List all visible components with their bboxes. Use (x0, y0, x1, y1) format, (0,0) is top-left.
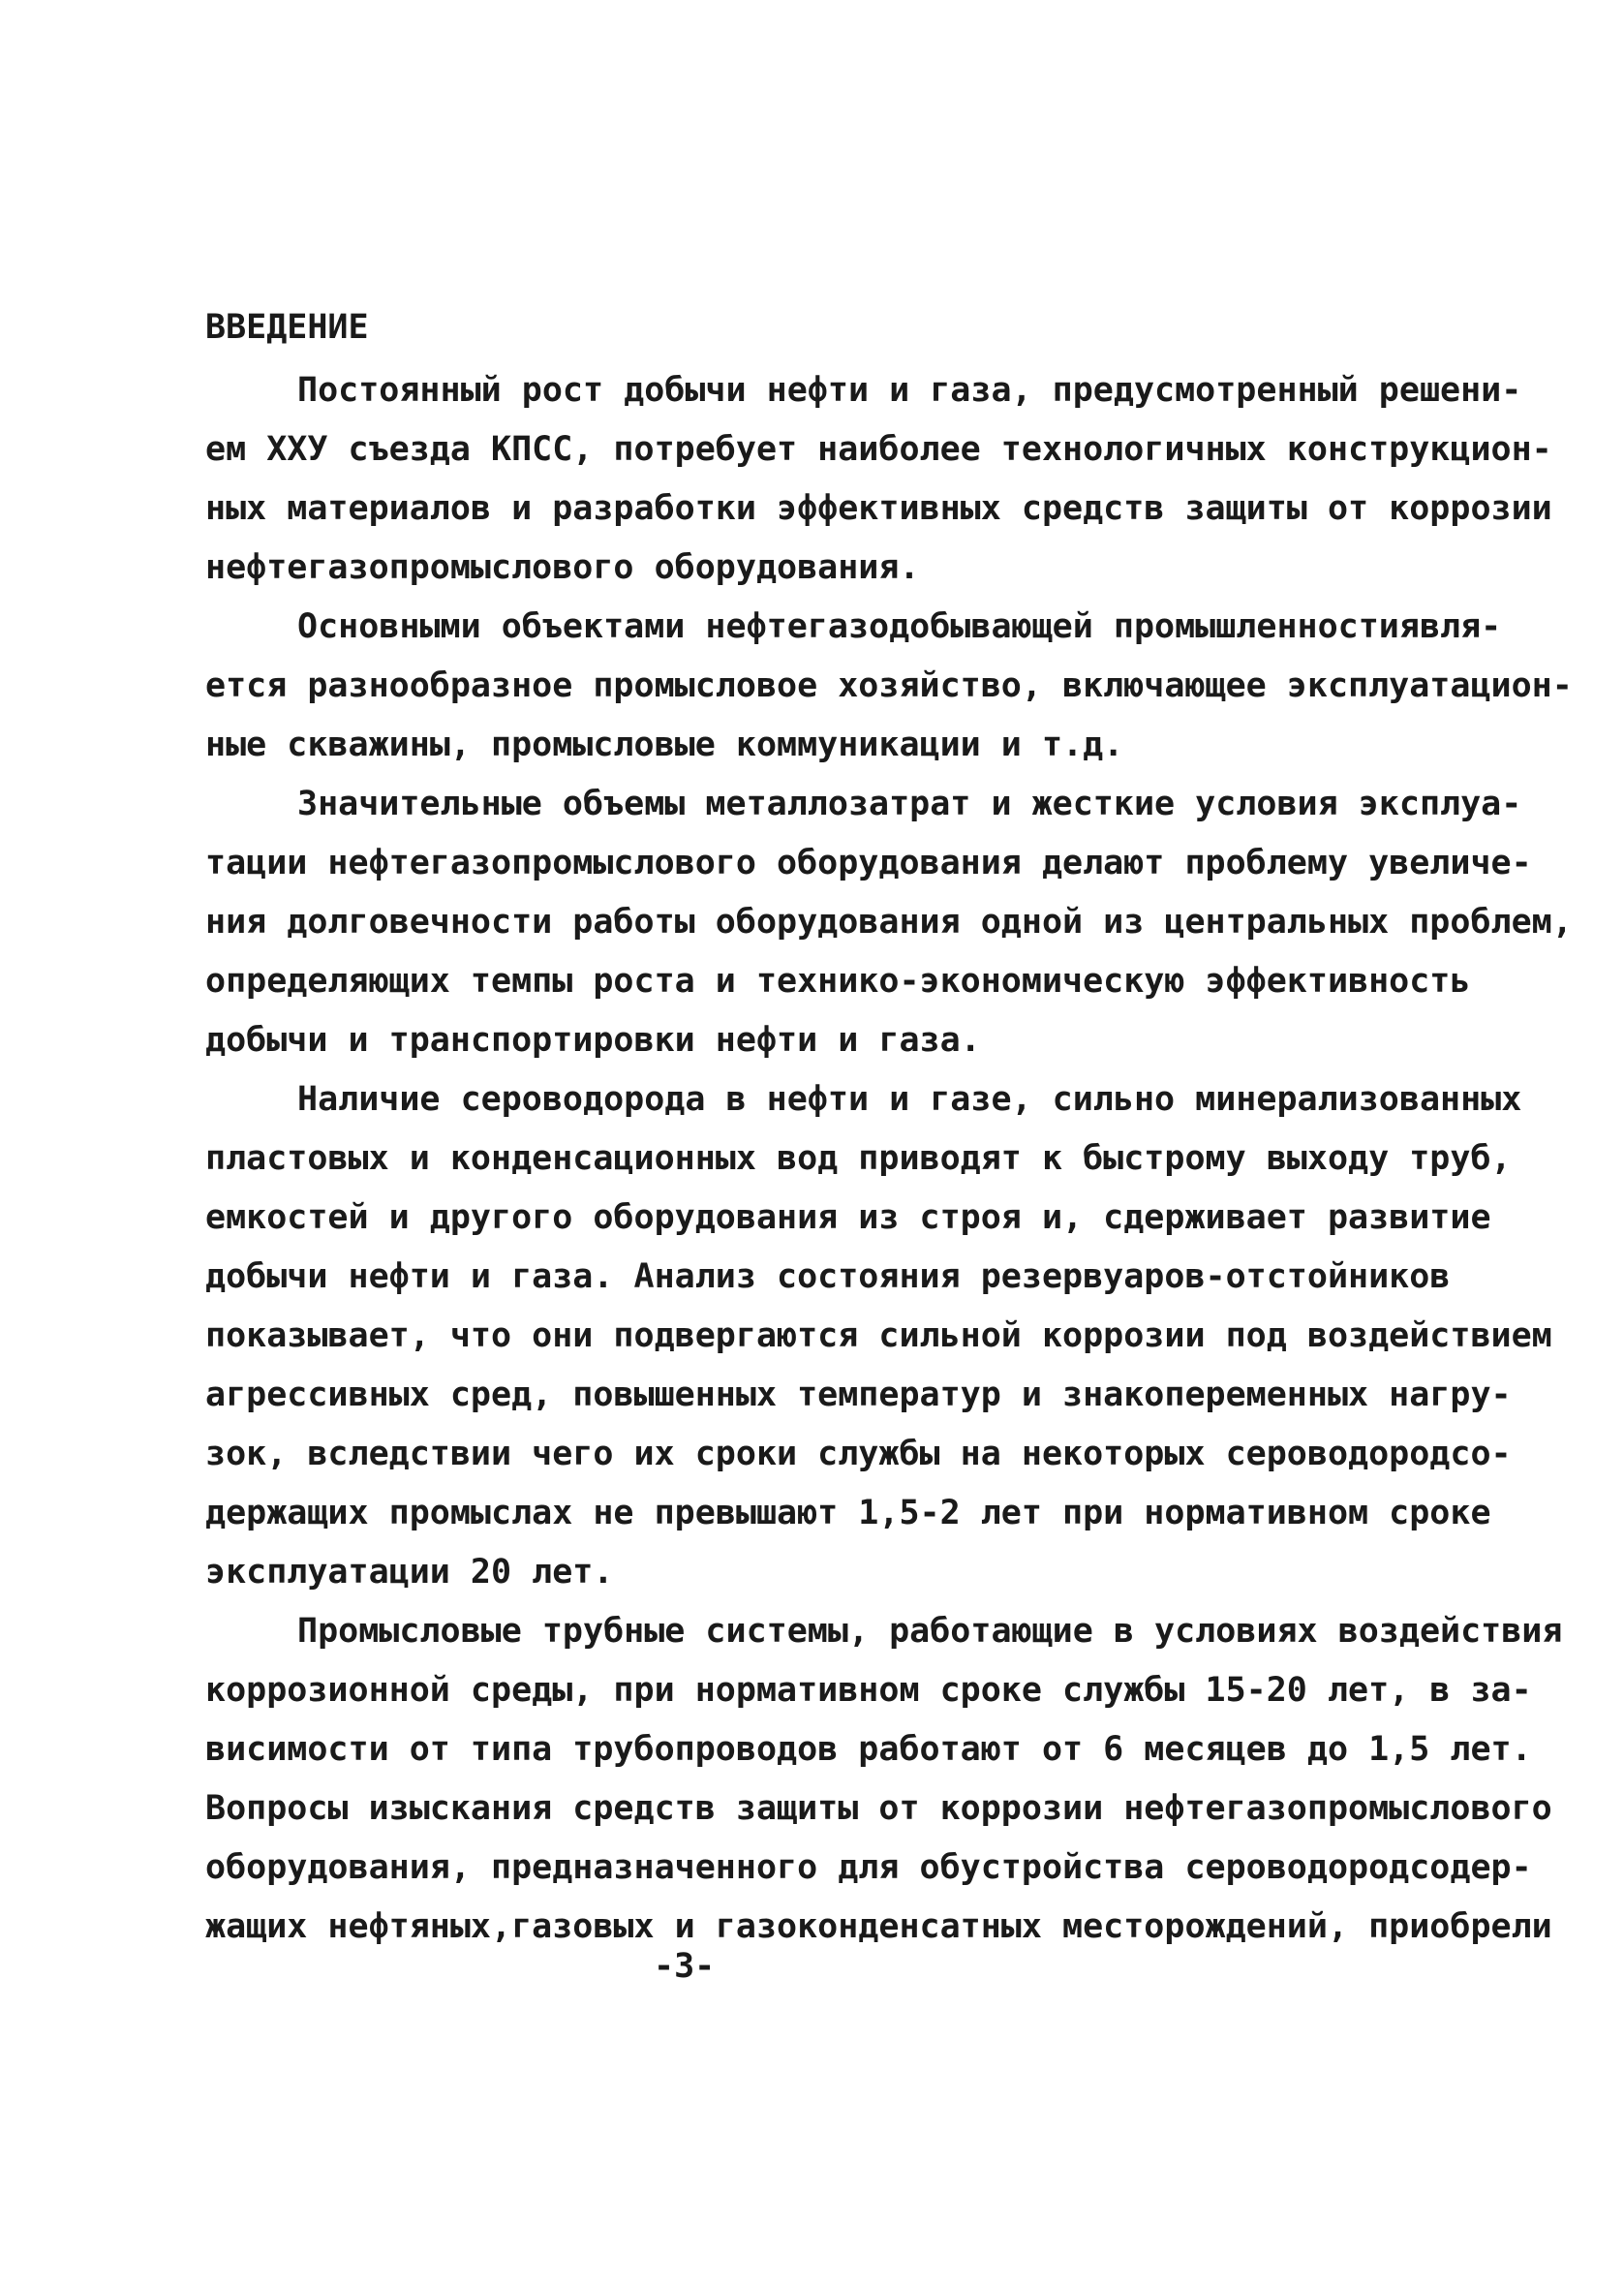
text-line: емкостей и другого оборудования из строя и, сдерживает развитие (205, 1198, 1491, 1237)
text-line: нефтегазопромыслового оборудования. (205, 548, 920, 587)
text-line: ется разнообразное промысловое хозяйство, включающее эксплуатацион- (205, 666, 1573, 705)
text-line: держащих промыслах не превышают 1,5-2 лет при нормативном сроке (205, 1494, 1491, 1532)
text-line: висимости от типа трубопроводов работают от 6 месяцев до 1,5 лет. (205, 1730, 1532, 1769)
text-line: Основными объектами нефтегазодобывающей промышленностиявля- (297, 607, 1502, 646)
text-line: зок, вследствии чего их сроки службы на некоторых сероводородсо- (205, 1435, 1512, 1473)
section-heading: ВВЕДЕНИЕ (205, 308, 369, 347)
text-line: Вопросы изыскания средств защиты от коррозии нефтегазопромыслового (205, 1789, 1552, 1828)
text-line: ных материалов и разработки эффективных средств защиты от коррозии (205, 489, 1552, 528)
text-line: эксплуатации 20 лет. (205, 1553, 614, 1592)
text-line: агрессивных сред, повышенных температур и знакопеременных нагру- (205, 1376, 1512, 1414)
text-line: пластовых и конденсационных вод приводят к быстрому выходу труб, (205, 1139, 1512, 1178)
text-line: Промысловые трубные системы, работающие в условиях воздействия (297, 1612, 1563, 1651)
text-line: определяющих темпы роста и технико-экономическую эффективность (205, 962, 1471, 1001)
text-line: тации нефтегазопромыслового оборудования делают проблему увеличе- (205, 844, 1532, 882)
text-line: ем XXУ съезда КПСС, потребует наиболее технологичных конструкцион- (205, 430, 1552, 469)
text-line: добычи и транспортировки нефти и газа. (205, 1021, 981, 1060)
page-number: -3- (654, 1947, 716, 1986)
text-line: ные скважины, промысловые коммуникации и т.д. (205, 726, 1124, 764)
text-line: добычи нефти и газа. Анализ состояния резервуаров-отстойников (205, 1257, 1451, 1296)
text-line: показывает, что они подвергаются сильной коррозии под воздействием (205, 1316, 1552, 1355)
text-line: оборудования, предназначенного для обустройства сероводородсодер- (205, 1848, 1532, 1887)
text-line: ния долговечности работы оборудования одной из центральных проблем, (205, 903, 1573, 942)
text-line: жащих нефтяных,газовых и газоконденсатных месторождений, приобрели (205, 1907, 1552, 1946)
text-line: Значительные объемы металлозатрат и жесткие условия эксплуа- (297, 785, 1522, 823)
text-line: Постоянный рост добычи нефти и газа, предусмотренный решени- (297, 371, 1522, 410)
text-line: коррозионной среды, при нормативном сроке службы 15-20 лет, в за- (205, 1671, 1532, 1710)
text-line: Наличие сероводорода в нефти и газе, сильно минерализованных (297, 1080, 1522, 1119)
